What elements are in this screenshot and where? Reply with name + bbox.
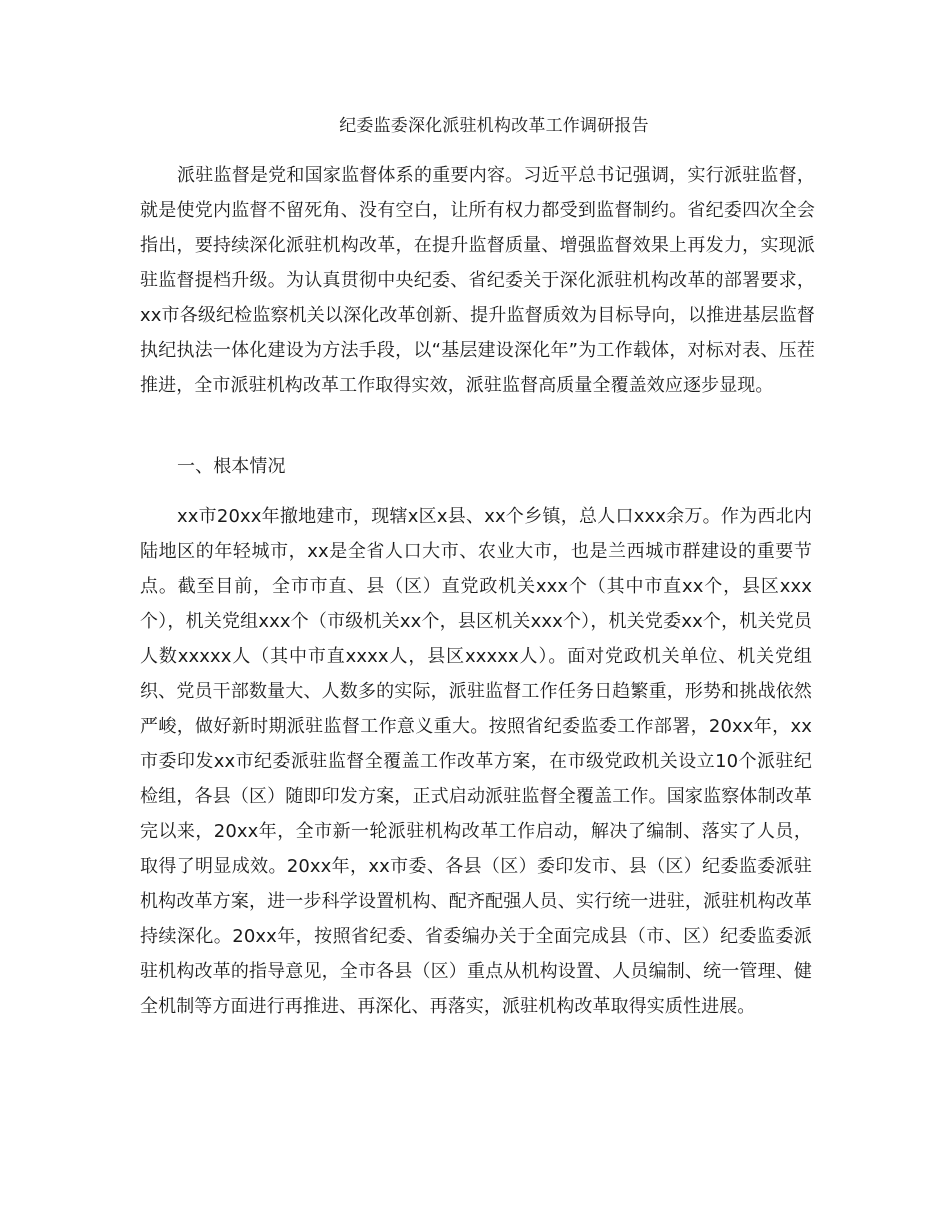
paragraph-basic-situation: xx市20xx年撤地建市，现辖x区x县、xx个乡镇，总人口xxx余万。作为西北内陆地区的年轻城市，xx是全省人口大市、农业大市，也是兰西城市群建设的重要节点。截至目前，全市市直、县（区）直党政机关xxx个（其中市直xx个，县区xxx个），机关党组xxx个（市级机关xx个，县区机关xxx个），机关党委xx个，机关党员人数xxxxx人（其中市直xxxx人，县区xxxxx人）。面对党政机关单位、机关党组织、党员干部数量大、人数多的实际，派驻监督工作任务日趋繁重，形势和挑战依然严峻，做好新时期派驻监督工作意义重大。按照省纪委监委工作部署，20xx年，xx市委印发xx市纪委派驻监督全覆盖工作改革方案，在市级党政机关设立10个派驻纪检组，各县（区）随即印发方案，正式启动派驻监督全覆盖工作。国家监察体制改革完以来，20xx年，全市新一轮派驻机构改革工作启动，解决了编制、落实了人员，取得了明显成效。20xx年，xx市委、各县（区）委印发市、县（区）纪委监委派驻机构改革方案，进一步科学设置机构、配齐配强人员、实行统一进驻，派驻机构改革持续深化。20xx年，按照省纪委、省委编办关于全面完成县（市、区）纪委监委派驻机构改革的指导意见，全市各县（区）重点从机构设置、人员编制、统一管理、健全机制等方面进行再推进、再深化、再落实，派驻机构改革取得实质性进展。 [140,506,812,1017]
document-title: 纪委监委深化派驻机构改革工作调研报告 [339,116,649,136]
section-heading: 一、根本情况 [177,456,286,477]
paragraph-intro: 派驻监督是党和国家监督体系的重要内容。习近平总书记强调，实行派驻监督，就是使党内监督不留死角、没有空白，让所有权力都受到监督制约。省纪委四次全会指出，要持续深化派驻机构改革，在提升监督质量、增强监督效果上再发力，实现派驻监督提档升级。为认真贯彻中央纪委、省纪委关于深化派驻机构改革的部署要求，xx市各级纪检监察机关以深化改革创新、提升监督质效为目标导向，以推进基层监督执纪执法一体化建设为方法手段，以“基层建设深化年”为工作载体，对标对表、压茬推进，全市派驻机构改革工作取得实效，派驻监督高质量全覆盖效应逐步显现。 [140,165,815,396]
